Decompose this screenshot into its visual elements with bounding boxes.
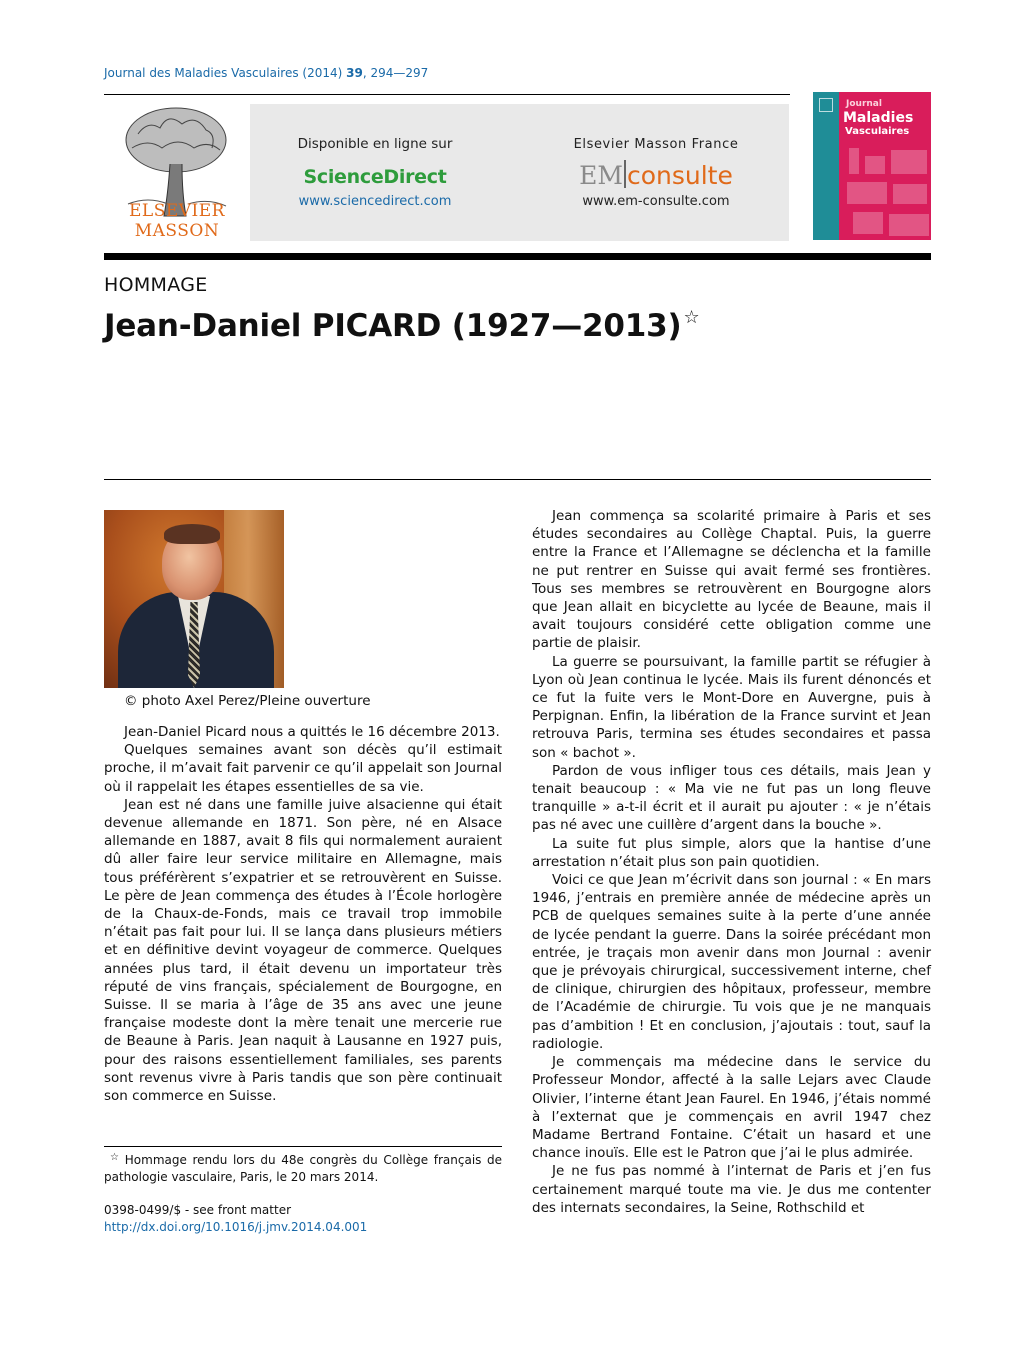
- body-paragraph: Je commençais ma médecine dans le service du Professeur Mondor, affecté à la salle Lejars avec Claude Olivier, l’interne étant Jean Faurel. En 1946, j’étais nommé à l’externat que je commençais en avril 1947 chez Madame Bertrand Fontaine. C’était un hasard et une chance inouïs. Elle est le Patron que j’ai le plus admirée.: [532, 1054, 931, 1162]
- body-paragraph: Voici ce que Jean m’écrivit dans son journal : « En mars 1946, j’entrais en première année de médecine après un PCB de quelques semaines suite à la perte d’une année de lycée pendant la guerre. Dans la soirée précédant mon entrée, je traçais mon avenir dans mon Journal : avenir que je prévoyais chirurgical, successivement interne, chef de clinique, chirurgien des hôpitaux, professeur, membre de l’Académie de chirurgie. Tu vois que je ne manquais pas d’ambition ! Et en conclusion, j’ajoutais : tout, sauf la radiologie.: [532, 872, 931, 1052]
- body-paragraph: Jean commença sa scolarité primaire à Paris et ses études secondaires au Collège Chaptal. Puis, la guerre entre la France et l’Allemagne se déclencha et la famille ne put rentrer en Suisse qui avait fermé ses frontières. Tous ses membres se retrouvèrent en Bourgogne alors que Jean allait en bicyclette au lycée de Beaune, mais il avait toujours considéré cette obligation comme une partie de plaisir.: [532, 508, 931, 652]
- article-title-text: Jean-Daniel PICARD (1927—2013): [104, 308, 682, 344]
- cover-background-lettering-icon: [843, 142, 931, 240]
- article-title: [104, 307, 699, 344]
- em-logo-em: EM: [579, 161, 623, 190]
- doi-link[interactable]: http://dx.doi.org/10.1016/j.jmv.2014.04.001: [104, 1220, 368, 1234]
- em-logo-divider: [624, 160, 626, 188]
- journal-volume: 39: [346, 66, 363, 80]
- available-online-text: Disponible en ligne sur: [297, 136, 453, 152]
- body-paragraph: Pardon de vous infliger tous ces détails, mais Jean y tenait beaucoup : « Ma vie ne fut pas un long fleuve tranquille » a-t-il écrit et il aurait pu ajouter : « je n’étais pas né avec une cuillère d’argent dans la bouche ».: [532, 762, 931, 834]
- elsevier-word: ELSEVIER: [129, 201, 225, 221]
- title-footnote-marker[interactable]: ☆: [683, 307, 700, 328]
- cover-title-line1: Journal: [846, 99, 882, 109]
- body-paragraph: La guerre se poursuivant, la famille partit se réfugier à Lyon où Jean continua le lycée. Mais ils furent dénoncés et ce fut la fuite vers le Mont-Dore en Auvergne, puis à Perpignan. Enfin, la libération de la France survint et Jean retrouva Paris, termina ses études secondaires et passa son « bachot ».: [532, 653, 931, 761]
- footnote-rule: [104, 1146, 502, 1147]
- body-paragraph: Jean est né dans une famille juive alsacienne qui était devenue allemande en 1871. Son père, né en Alsace allemande en 1887, avait 8 fils qui normalement auraient dû aller faire leur service militaire en Allemagne, mais tous préférèrent s’expatrier et se retrouvèrent en Suisse. Le père de Jean commença des études à l’École horlogère de la Chaux-de-Fonds, mais ce travail trop immobile n’était pas fait pour lui. Il se lança dans plusieurs métiers et en définitive devint voyageur de commerce. Quelques années plus tard, il était devenu un importateur très réputé de vins français, spécialement de Bourgogne, en Suisse. Il se maria à l’âge de 35 ans avec une jeune française modeste dont la mère tenait une mercerie rue de Beaune à Paris. Jean naquit à Lausanne en 1927 puis, pour des raisons essentiellement familiales, ses parents sont revenus vivre à Paris tandis que son père continuait son commerce en Suisse.: [104, 796, 502, 1105]
- body-column-left: [104, 723, 502, 1105]
- sciencedirect-logo[interactable]: ScienceDirect: [303, 166, 447, 188]
- issn-front-matter: 0398-0499/$ - see front matter: [104, 1203, 292, 1217]
- title-rule: [104, 253, 931, 260]
- masson-word: MASSON: [134, 221, 220, 241]
- elsevier-masson-wordmark: [104, 201, 250, 241]
- photo-credit: © photo Axel Perez/Pleine ouverture: [124, 693, 371, 709]
- photo-hair: [164, 524, 220, 544]
- body-rule: [104, 479, 931, 480]
- elsevier-masson-france-text: Elsevier Masson France: [573, 137, 739, 152]
- cover-title-line3: Vasculaires: [845, 126, 910, 137]
- journal-name: Journal des Maladies Vasculaires (2014): [104, 66, 343, 80]
- body-paragraph: Je ne fus pas nommé à l’internat de Paris et j’en fus certainement marqué toute ma vie. Je dus me contenter des internats secondaires, la Seine, Rothschild et: [532, 1163, 931, 1216]
- body-paragraph: La suite fut plus simple, alors que la hantise d’une arrestation n’était plus son pain quotidien.: [532, 835, 931, 870]
- journal-pages: 294—297: [370, 66, 429, 80]
- footnote: [104, 1149, 502, 1186]
- em-logo-consulte: consulte: [626, 161, 733, 190]
- section-label: HOMMAGE: [104, 274, 208, 296]
- cover-title-line2: Maladies: [843, 110, 914, 126]
- footnote-text: Hommage rendu lors du 48e congrès du Collège français de pathologie vasculaire, Paris, le 20 mars 2014.: [104, 1153, 502, 1184]
- journal-citation[interactable]: Journal des Maladies Vasculaires (2014) 39, 294—297: [104, 66, 429, 80]
- header-rule: [104, 94, 790, 95]
- footnote-marker: ☆: [110, 1152, 121, 1163]
- journal-cover-image: [813, 92, 931, 240]
- em-consulte-logo[interactable]: [540, 160, 772, 190]
- portrait-photo: [104, 510, 284, 688]
- sciencedirect-link[interactable]: www.sciencedirect.com: [298, 194, 452, 209]
- body-paragraph: Quelques semaines avant son décès qu’il estimait proche, il m’avait fait parvenir ce qu’il appelait son Journal où il rappelait les étapes essentielles de sa vie.: [104, 742, 502, 795]
- body-column-right: [532, 507, 931, 1217]
- body-paragraph: Jean-Daniel Picard nous a quittés le 16 décembre 2013.: [124, 724, 500, 740]
- em-consulte-link[interactable]: www.em-consulte.com: [582, 194, 730, 209]
- cover-emblem-icon: [819, 98, 833, 112]
